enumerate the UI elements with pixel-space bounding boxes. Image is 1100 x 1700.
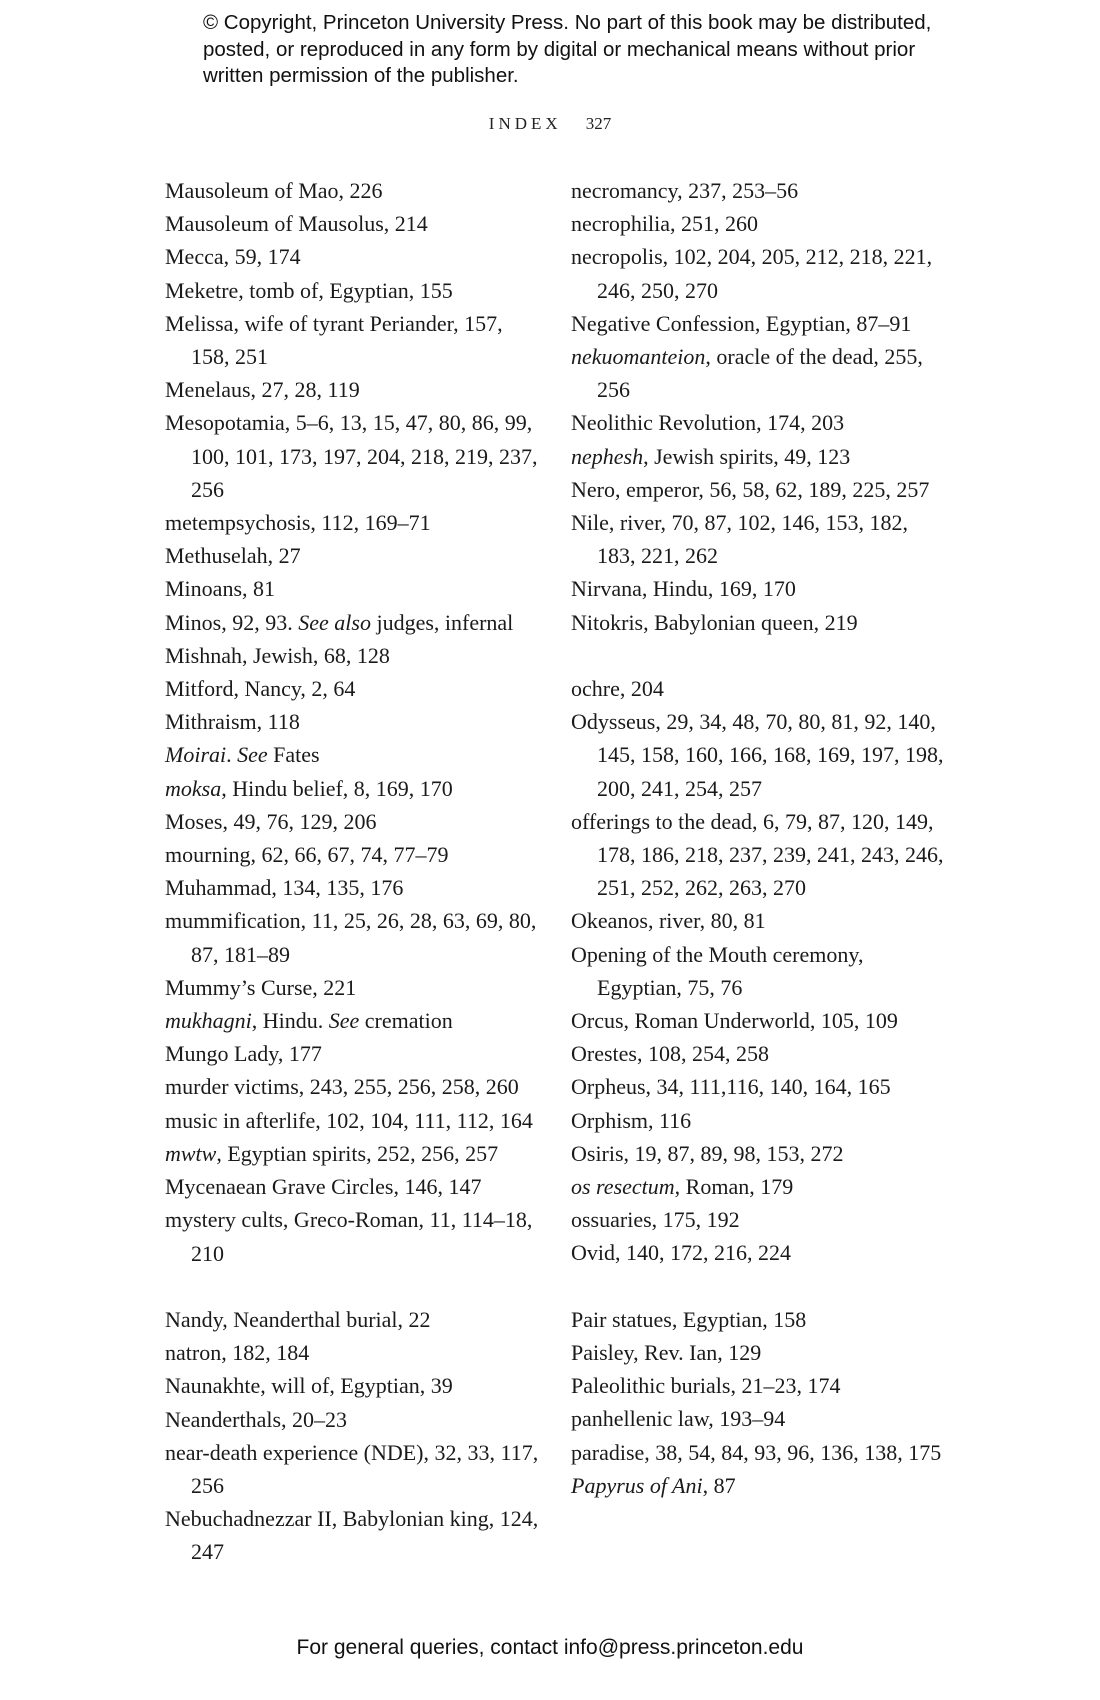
index-entry: Muhammad, 134, 135, 176 [165,875,404,901]
index-entry: ochre, 204 [571,676,664,702]
page-number: 327 [585,114,612,133]
index-entry: Nebuchadnezzar II, Babylonian king, 124, 247 [165,1506,539,1565]
index-entry: Minoans, 81 [165,576,275,602]
letter-section-gap [571,1270,951,1303]
index-entry: Orphism, 116 [571,1107,692,1133]
index-entry: nephesh, Jewish spirits, 49, 123 [571,443,851,469]
section-title: INDEX [488,114,562,133]
index-entry: Nandy, Neanderthal burial, 22 [165,1306,431,1332]
index-entry: Okeanos, river, 80, 81 [571,908,766,934]
index-entry: ossuaries, 175, 192 [571,1207,740,1233]
index-entry: Papyrus of Ani, 87 [571,1472,736,1498]
index-entry: Minos, 92, 93. See also judges, infernal [165,609,514,635]
index-entry: Mecca, 59, 174 [165,244,301,270]
index-entry: necropolis, 102, 204, 205, 212, 218, 221, 246, 250, 270 [571,244,933,303]
letter-section-gap [571,639,951,672]
running-head [0,114,1100,134]
index-entry: moksa, Hindu belief, 8, 169, 170 [165,775,453,801]
contact-footer: For general queries, contact info@press.princeton.edu [296,1636,804,1659]
index-entry: Methuselah, 27 [165,543,301,569]
index-entry: Paisley, Rev. Ian, 129 [571,1340,762,1366]
index-entry: natron, 182, 184 [165,1340,310,1366]
letter-section-gap [165,1270,545,1303]
index-entry: music in afterlife, 102, 104, 111, 112, 164 [165,1107,533,1133]
index-entry: Negative Confession, Egyptian, 87–91 [571,310,912,336]
index-entry: Moses, 49, 76, 129, 206 [165,808,377,834]
index-entry: Neanderthals, 20–23 [165,1406,348,1432]
index-entry: Orpheus, 34, 111,116, 140, 164, 165 [571,1074,891,1100]
index-entry: Mithraism, 118 [165,709,300,735]
index-entry: Nile, river, 70, 87, 102, 146, 153, 182, 183, 221, 262 [571,510,909,569]
index-entry: Mycenaean Grave Circles, 146, 147 [165,1174,482,1200]
index-entry: Nero, emperor, 56, 58, 62, 189, 225, 257 [571,476,930,502]
index-entry: Mishnah, Jewish, 68, 128 [165,642,390,668]
index-entry: Mesopotamia, 5–6, 13, 15, 47, 80, 86, 99, 100, 101, 173, 197, 204, 218, 219, 237, 256 [165,410,538,502]
index-entry: Mausoleum of Mao, 226 [165,178,383,203]
index-entry: necrophilia, 251, 260 [571,211,758,237]
index-entry: Moirai. See Fates [165,742,320,768]
index-entry: Pair statues, Egyptian, 158 [571,1306,807,1332]
index-column-right [571,174,951,1502]
index-entry: mwtw, Egyptian spirits, 252, 256, 257 [165,1140,499,1166]
copyright-notice: © Copyright, Princeton University Press. No part of this book may be distributed, posted, or reproduced in any form by digital or mechanical means without prior written permission of the publisher. [203,11,932,87]
index-entry: Mummy’s Curse, 221 [165,974,357,1000]
index-entry: Neolithic Revolution, 174, 203 [571,410,845,436]
index-entry: mukhagni, Hindu. See cremation [165,1008,453,1034]
index-entry: Naunakhte, will of, Egyptian, 39 [165,1373,453,1399]
index-entry: Mausoleum of Mausolus, 214 [165,211,428,237]
index-entry: Nirvana, Hindu, 169, 170 [571,576,796,602]
index-entry: murder victims, 243, 255, 256, 258, 260 [165,1074,519,1100]
index-column-left [165,174,545,1569]
index-entry: mourning, 62, 66, 67, 74, 77–79 [165,842,449,868]
index-entry: Orestes, 108, 254, 258 [571,1041,769,1067]
index-entry: Opening of the Mouth ceremony, Egyptian, 75, 76 [571,941,864,1000]
index-entry: necromancy, 237, 253–56 [571,178,799,203]
index-entry: nekuomanteion, oracle of the dead, 255, 256 [571,344,923,403]
index-entry: Menelaus, 27, 28, 119 [165,377,360,403]
index-entry: mystery cults, Greco-Roman, 11, 114–18, 210 [165,1207,533,1266]
index-entry: Nitokris, Babylonian queen, 219 [571,609,858,635]
index-entry: Osiris, 19, 87, 89, 98, 153, 272 [571,1140,844,1166]
index-entry: Paleolithic burials, 21–23, 174 [571,1373,841,1399]
index-entry: Meketre, tomb of, Egyptian, 155 [165,277,453,303]
index-entry: near-death experience (NDE), 32, 33, 117, 256 [165,1439,539,1498]
index-entry: offerings to the dead, 6, 79, 87, 120, 149, 178, 186, 218, 237, 239, 241, 243, 246, 251, 252, 262, 263, 270 [571,808,944,901]
index-entry: Mitford, Nancy, 2, 64 [165,676,356,702]
index-entry: Odysseus, 29, 34, 48, 70, 80, 81, 92, 140, 145, 158, 160, 166, 168, 169, 197, 198, 200, 241, 254, 257 [571,709,944,801]
index-entry: paradise, 38, 54, 84, 93, 96, 136, 138, 175 [571,1439,942,1465]
index-entry: os resectum, Roman, 179 [571,1174,794,1200]
index-entry: metempsychosis, 112, 169–71 [165,510,431,536]
index-entry: Orcus, Roman Underworld, 105, 109 [571,1008,898,1034]
index-entry: Melissa, wife of tyrant Periander, 157, 158, 251 [165,310,503,370]
index-entry: mummification, 11, 25, 26, 28, 63, 69, 80, 87, 181–89 [165,908,537,967]
index-entry: panhellenic law, 193–94 [571,1406,786,1432]
index-entry: Mungo Lady, 177 [165,1041,322,1067]
index-entry: Ovid, 140, 172, 216, 224 [571,1240,791,1266]
